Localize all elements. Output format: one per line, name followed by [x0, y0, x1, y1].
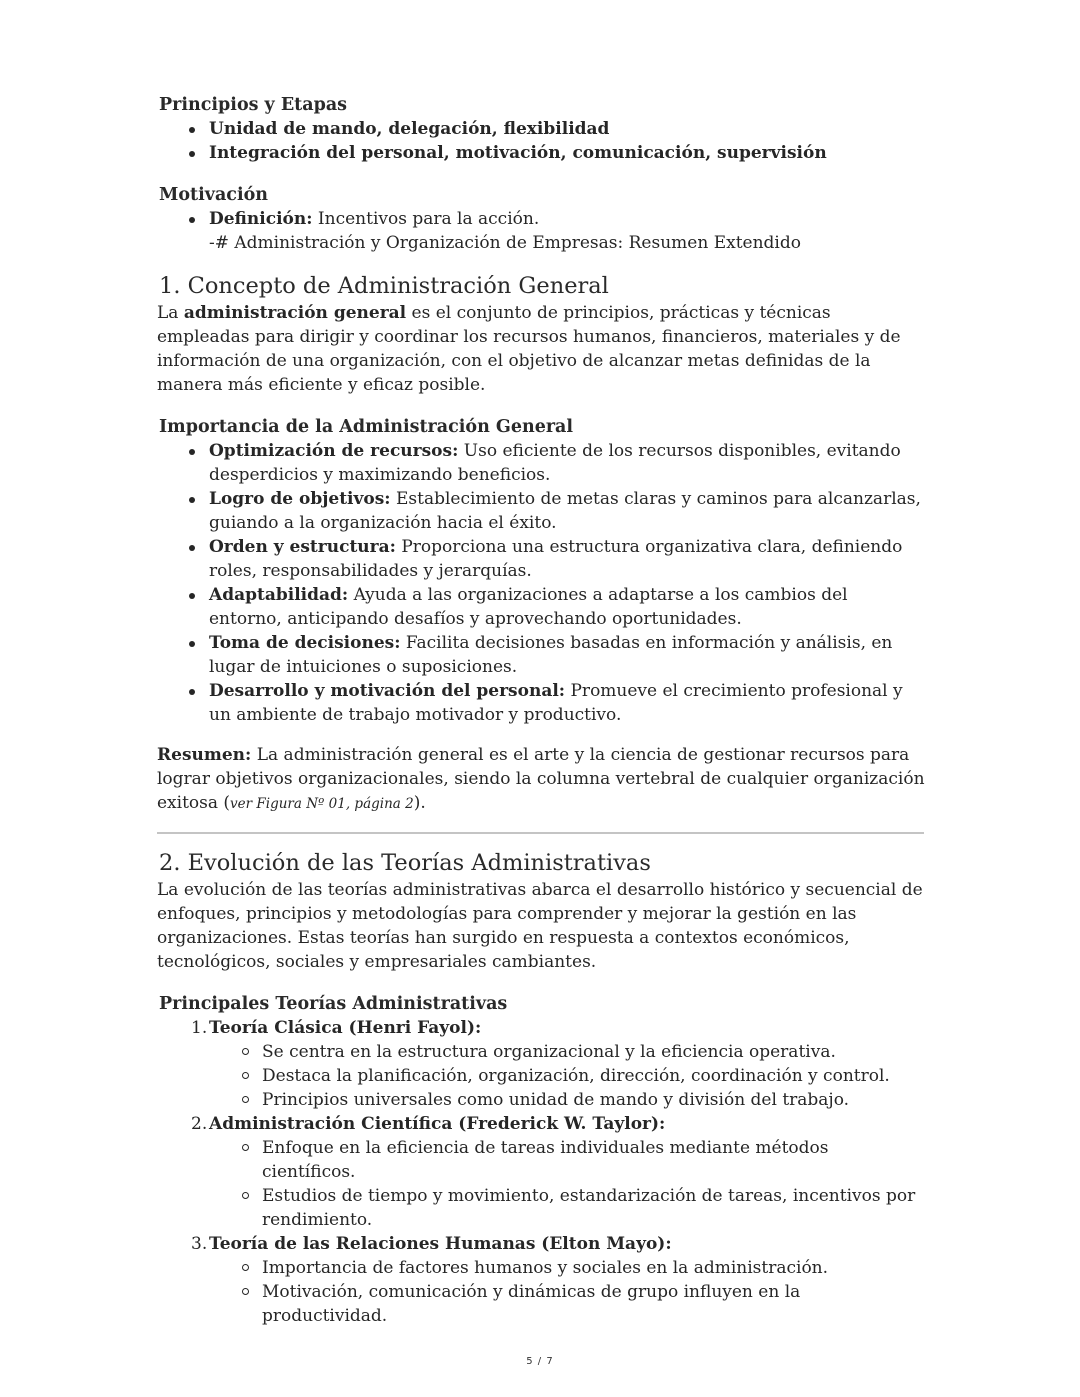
list-item: Adaptabilidad: Ayuda a las organizaciones a adaptarse a los cambios del entorno, anticipando desafíos y aprovechando oportunidades. [209, 583, 925, 631]
section2-intro: La evolución de las teorías administrativas abarca el desarrollo histórico y secuencial de enfoques, principios y metodologías para comprender y mejorar la gestión en las organizaciones. Estas teorías han surgido en respuesta a contextos económicos, tecnológicos, sociales y empresariales cambiantes. [157, 880, 923, 972]
list-item: Definición: Incentivos para la acción. -# Administración y Organización de Empresas: Resumen Extendido [209, 207, 925, 255]
theory-points [209, 1040, 925, 1112]
section1-title: 1. Concepto de Administración General [159, 273, 609, 299]
section2-title: 2. Evolución de las Teorías Administrativas [159, 850, 651, 876]
list-item: Principios universales como unidad de mando y división del trabajo. [262, 1088, 925, 1112]
theories-list [157, 1016, 925, 1328]
list-item: Estudios de tiempo y movimiento, estandarización de tareas, incentivos por rendimiento. [262, 1184, 925, 1232]
list-item: Integración del personal, motivación, comunicación, supervisión [209, 141, 925, 165]
importance-heading: Importancia de la Administración General [159, 417, 574, 437]
importance-list [157, 439, 925, 727]
stray-markdown-line: -# Administración y Organización de Empresas: Resumen Extendido [209, 233, 801, 253]
list-item: Se centra en la estructura organizacional y la eficiencia operativa. [262, 1040, 925, 1064]
principios-heading: Principios y Etapas [159, 95, 348, 115]
list-item: Logro de objetivos: Establecimiento de metas claras y caminos para alcanzarlas, guiando a la organización hacia el éxito. [209, 487, 925, 535]
list-item: Unidad de mando, delegación, flexibilidad [209, 117, 925, 141]
list-item: Orden y estructura: Proporciona una estructura organizativa clara, definiendo roles, responsabilidades y jerarquías. [209, 535, 925, 583]
theory-item: 1. Teoría Clásica (Henri Fayol): Se centra en la estructura organizacional y la eficiencia operativa. Destaca la planificación, organización, dirección, coordinación y control. Principios universales como unidad de mando y división del trabajo. [209, 1016, 925, 1112]
list-item: Motivación, comunicación y dinámicas de grupo influyen en la productividad. [262, 1280, 925, 1328]
section1-summary: Resumen: La administración general es el arte y la ciencia de gestionar recursos para lograr objetivos organizacionales, siendo la columna vertebral de cualquier organización exitosa (ver Figura Nº 01, página 2). [157, 745, 925, 813]
principios-list [157, 117, 925, 165]
theory-item: 2. Administración Científica (Frederick W. Taylor): Enfoque en la eficiencia de tareas individuales mediante métodos científicos. Estudios de tiempo y movimiento, estandarización de tareas, incentivos por rendimiento. [209, 1112, 925, 1232]
list-item: Toma de decisiones: Facilita decisiones basadas en información y análisis, en lugar de intuiciones o suposiciones. [209, 631, 925, 679]
theory-points [209, 1136, 925, 1232]
list-item: Desarrollo y motivación del personal: Promueve el crecimiento profesional y un ambiente de trabajo motivador y productivo. [209, 679, 925, 727]
list-item: Enfoque en la eficiencia de tareas individuales mediante métodos científicos. [262, 1136, 925, 1184]
document-page [157, 93, 925, 1328]
theory-item: 3. Teoría de las Relaciones Humanas (Elton Mayo): Importancia de factores humanos y sociales en la administración. Motivación, comunicación y dinámicas de grupo influyen en la productividad. [209, 1232, 925, 1328]
list-item: Importancia de factores humanos y sociales en la administración. [262, 1256, 925, 1280]
page-number: 5 / 7 [526, 1356, 554, 1367]
section1-intro: La administración general es el conjunto de principios, prácticas y técnicas empleadas para dirigir y coordinar los recursos humanos, financieros, materiales y de información de una organización, con el objetivo de alcanzar metas definidas de la manera más eficiente y eficaz posible. [157, 303, 901, 395]
motivacion-list [157, 207, 925, 255]
theory-points [209, 1256, 925, 1328]
theories-heading: Principales Teorías Administrativas [159, 994, 508, 1014]
figure-reference: ver Figura Nº 01, página 2 [230, 796, 414, 812]
motivacion-heading: Motivación [159, 185, 268, 205]
list-item: Optimización de recursos: Uso eficiente de los recursos disponibles, evitando desperdicios y maximizando beneficios. [209, 439, 925, 487]
list-item: Destaca la planificación, organización, dirección, coordinación y control. [262, 1064, 925, 1088]
